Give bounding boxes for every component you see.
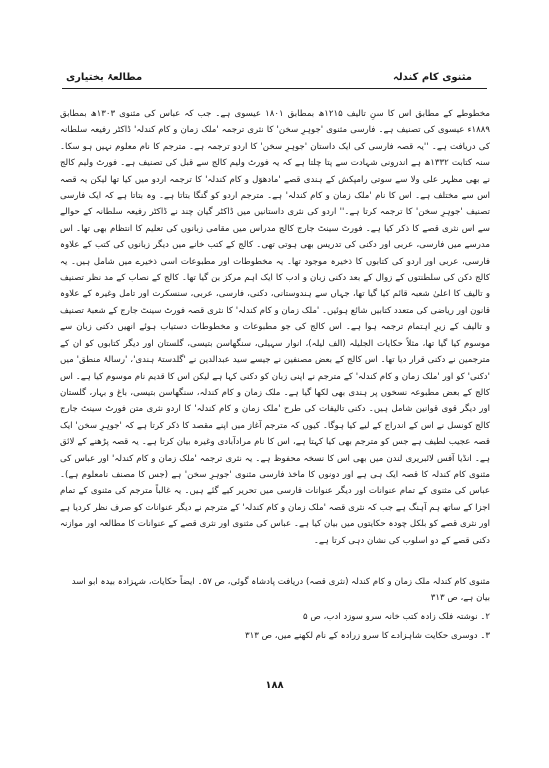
body-text	[60, 106, 490, 549]
footnote-2: ۲۔ نوشتہ فلک زادہ کتب خانہ سرو سوزد ادب، ص ۵	[303, 612, 490, 622]
page-number: ۱۸۸	[265, 680, 284, 691]
running-header-right: مثنوی کام کندلہ	[393, 72, 472, 83]
header-rule	[62, 88, 487, 89]
footnotes	[60, 574, 490, 647]
running-header-left: مطالعۂ بختیاری	[66, 72, 143, 83]
footnote-3: ۳۔ دوسری حکایت شاہزادے کا سرو زرادہ کے نام لکھنے میں، ص ۳۱۳	[245, 631, 490, 641]
footnote-1: مثنوی کام کندلہ ملک زمان و کام کندلہ (نثری قصہ) دریافت پادشاہ گوئی، ص ۵۷۔ ایضاً حکایات، شہزادہ بیدہ ابو اسد بیان ہے، ص ۳۱۳	[71, 577, 490, 603]
body-paragraph: مخطوطے کے مطابق اس کا سنِ تالیف ۱۲۱۵ھ بمطابق ۱۸۰۱ عیسوی ہے۔ جب کہ عباس کی مثنوی ۱۳۰۳ھ بمطابق ۱۸۸۹ء عیسوی کی تصنیف ہے۔ فارسی مثنوی 'جوہرِ سخن' کا نثری ترجمہ 'ملک زمان و کام کندلہ' ڈاکٹر رفیعہ سلطانہ کی دریافت ہے۔ ''یہ قصہ فارسی کی ایک داستان 'جوہرِ سخن' کا اردو ترجمہ ہے۔ مترجم کا نام معلوم نہیں ہو سکا۔ سنہ کتابت ۱۳۳۲ھ ہے اندرونی شہادت سے پتا چلتا ہے کہ یہ فورٹ ولیم کالج سے قبل کی تصنیف ہے۔ فورٹ ولیم کالج نے بھی مظہر علی ولا سے سوتی رامپکش کے ہندی قصے 'مادھوَل و کام کندلہ' کا ترجمہ اردو میں کیا تھا لیکن یہ قصہ اس سے مختلف ہے۔ اس کا نام 'ملک زمان و کام کندلہ' ہے۔ مترجم اردو کو گنگا بتاتا ہے۔ وہ بتاتا ہے کہ ایک فارسی تصنیف 'جوہرِ سخن' کا ترجمہ کرتا ہے۔'' اردو کی نثری داستانیں میں ڈاکٹر گیان چند نے ڈاکٹر رفیعہ سلطانہ کے حوالے سے اس نثری قصے کا ذکر کیا ہے۔ فورٹ سینٹ جارج کالج مدراس میں مقامی زبانوں کی تعلیم کا انتظام بھی تھا۔ اس مدرسے میں فارسی، عربی اور دکنی کی تدریس بھی ہوتی تھی۔ کالج کے کتب خانے میں دیگر زبانوں کی کتب کے علاوہ فارسی، عربی اور اردو کی کتابوں کا ذخیرہ موجود تھا۔ یہ مخطوطات اور مطبوعات اسی ذخیرے میں شامل ہیں۔ یہ کالج دکن کی سلطنتوں کے زوال کے بعد دکنی زبان و ادب کا ایک اہم مرکز بن گیا تھا۔ کالج کے نصاب کے مد نظر تصنیف و تالیف کا اعلیٰ شعبہ قائم کیا گیا تھا، جہاں سے ہندوستانی، دکنی، فارسی، عربی، سنسکرت اور تامل وغیرہ کے علاوہ قانون اور ریاضی کی متعدد کتابیں شائع ہوئیں۔ 'ملک زمان و کام کندلہ' کا نثری قصہ فورٹ سینٹ جارج کے شعبۂ تصنیف و تالیف کے زیرِ اہتمام ترجمہ ہوا ہے۔ اس کالج کی جو مطبوعات و مخطوطات دستیاب ہوئے انھیں دکنی زبان سے موسوم کیا گیا تھا، مثلاً حکایات الجلیلہ (الف لیلہ)، انوار سہیلی، سنگھاسن بتیسی، گلستان اور دیگر کتابوں کو ان کے مترجمین نے دکنی قرار دیا تھا۔ اس کالج کے بعض مصنفین نے جیسے سید عبدالدین نے 'گلدستۂ ہندی'، 'رسالۂ منطق' میں 'دکنی' کو اور 'ملک زمان و کام کندلہ' کے مترجم نے اپنی زبان کو دکنی کہا ہے لیکن اس کا قدیم نام موسوم کیا ہے۔ اس کالج کے بعض مطبوعہ نسخوں پر ہندی بھی لکھا گیا ہے۔ ملک زمان و کام کندلہ، سنگھاسن بتیسی، باغ و بہار، گلستان اور دیگر قوی قوانین شامل ہیں۔ دکنی تالیفات کی طرح 'ملک زمان و کام کندلہ' کا اردو نثری متن فورٹ سینٹ جارج کالج کونسل نے اس کے اندراج کے لیے کیا ہوگا۔ کیوں کہ مترجم آغاز میں اپنے مقصد کا ذکر کرتا ہے کہ 'جوہرِ سخن' ایک قصہ عجیب لطیف ہے جس کو مترجم بھی کیا کہتا ہے، اس کا نام مرادآبادی وغیرہ بیان کرتا ہے۔ یہ قصہ پڑھنے کے لائق ہے۔ انڈیا آفس لائبریری لندن میں بھی اس کا نسخہ محفوظ ہے۔ یہ نثری ترجمہ 'ملک زمان و کام کندلہ' اور عباس کی مثنوی کام کندلہ کا قصہ ایک ہی ہے اور دونوں کا ماخذ فارسی مثنوی 'جوہرِ سخن' ہے (جس کا مصنف نامعلوم ہے)۔ عباس کی مثنوی کے تمام عنوانات اور دیگر عنوانات فارسی میں تحریر کیے گئے ہیں۔ یہ غالباً مترجم کی مثنوی کے تمام اجزا کے ساتھ ہم آہنگ ہے جب کہ نثری قصہ 'ملک زمان و کام کندلہ' کے مترجم نے دیگر عنوانات کو صرف نظر کردیا ہے اور نثری قصے کو بلکل چودہ حکایتوں میں بیان کیا ہے۔ عباس کی مثنوی اور نثری قصے کے عنوانات کا مطالعہ اور موازنہ دکنی قصے کے دو اسلوب کی نشان دہی کرتا ہے۔	[60, 109, 490, 546]
